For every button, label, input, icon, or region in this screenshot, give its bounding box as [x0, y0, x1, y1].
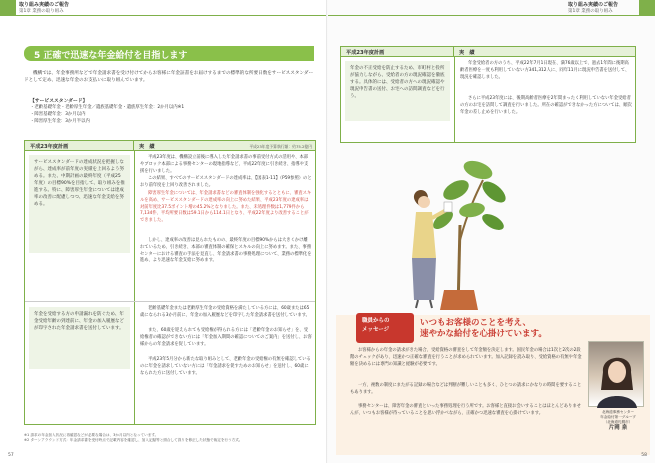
list-item: ・老齢基礎年金・老齢厚生年金／遺族基礎年金・遺族厚生年金：2か月以内※1 — [30, 105, 185, 110]
right-page — [328, 0, 655, 463]
service-standard-heading: 【サービススタンダード】 — [30, 99, 88, 104]
result-paragraph: 年金受給者の方のうち、平成22年7月1日現在、満76歳以上で、過去1年間に後期高齢者医療を一度も利用していない方341,312人に、同年11月に現況申告書を送付して、現況を確認しました。 — [460, 61, 630, 80]
message-tag-line: 職員からの — [362, 318, 390, 324]
budget-note: 平成23年度予算執行額：約75.2億円 — [249, 144, 312, 149]
result-paragraph: しかし、達成率の改善は見られたものの、最終年度の目標90%からは大きくかけ離れているため、引き続き、本部の審査体制の確保とスキルの向上に努めます。また、事務センターにおける審査の手法を見直し、年金請求書の事務処理について、業務の標準化を進め、より迅速な年金支給に努めます。 — [140, 238, 312, 264]
woman-with-plant-illustration — [398, 150, 513, 315]
header-tab — [0, 0, 16, 15]
caption-line: 北海道事務センター — [601, 410, 635, 414]
message-paragraph: 事務センターは、障害年金の審査といった事務処理を行う所です。お客様と直接お会いすることはほとんどありませんが、いつもお客様が待っていることを思い浮かべながら、正確かつ迅速な審査を心掛けています。 — [350, 404, 581, 416]
section-title: 5 正確で迅速な年金給付を目指します — [24, 46, 314, 61]
plan-column-header: 平成23年度計画 — [341, 47, 454, 57]
footnotes — [24, 433, 314, 444]
plan-results-table — [340, 46, 636, 143]
message-tag-line: メッセージ — [362, 327, 390, 333]
message-paragraph: お客様からの年金の請求がきた場合、受給資格の審査をして年金額を決定します。国民年金の場合は1次と2次の2段階のチェックがあり、迅速かつ正確な審査を行うことが求められています。加入記録を読み取り、受給資格の有無や年金額を決めるには専門の知識と経験が必要です。 — [350, 348, 582, 367]
intro-paragraph: 機構では、年金事務所などで年金請求書を受け付けてからお客様に年金証書をお届けするまでの標準的な所要日数をサービススタンダードとして定め、迅速な年金のお支払いに取り組んでいます。 — [24, 71, 314, 84]
service-standard-list — [30, 104, 184, 125]
plan-text: サービススタンダードの達成状況を把握しながら、達成率が前年度の実績を上回るよう努める。また、中期計画の最終年度（平成25年度）の目標90%を目指して、取り組みを推進する。特に、障害厚生年金については達成率の改善に配慮しつつ、迅速な年金支給を努める。 — [29, 155, 130, 253]
header-tab — [639, 0, 655, 15]
plan-text: 年金の不正受給を防止するため、市町村と役所が協力しながら、受給者の方の現況確認を徹底する。具体的には、受給者の方への現況確認や現況申告書の送付、お宅への訪問調査などを行う。 — [345, 61, 450, 121]
header-title: 取り組み実績のご報告 — [19, 2, 70, 8]
message-title-line: いつもお客様のことを考え、 — [420, 318, 532, 328]
list-item: ・障害基礎年金：3か月以内 — [30, 112, 86, 117]
caption-line: 年金給付第一グループ — [600, 415, 636, 420]
message-paragraph: 一方、複数の制度にまたがる記録の場合などは判断が難しいことも多く、ひとつの請求にかなりの時間を要することもあります。 — [350, 383, 582, 395]
footnote: ※2 ターンアラウンド方式：年金請求書を受付時点で記載内容を確認し、加入記録等と照合して誤りを修正した状態で裁定を行う方式。 — [24, 438, 243, 443]
message-title — [420, 318, 547, 340]
result-paragraph: 障害厚生年金については、年金請求書などの審査体制を強化するとともに、審査スキルを高め、サービススタンダードの達成率の向上に努めた結果、平成23年度の達成率は対前年度比37.5ポイント増の45.2%となりました。また、未処理件数は1,779件から7,134件、平均所要日数は59.1日から114.1日となり、平成22年度より改善することができました。 — [140, 191, 312, 224]
results-column-header: 実 績 — [454, 47, 635, 57]
list-item: ・障害厚生年金：3か月半以内 — [30, 119, 90, 124]
staff-portrait — [589, 342, 645, 408]
header-title: 取り組み実績のご報告 — [568, 2, 619, 8]
staff-photo — [588, 341, 644, 407]
result-paragraph: さらに平成23年度には、後期高齢者医療を2年間まったく利用していない年金受給者の方のお宅を訪問して調査を行いました。所在の確認ができなかった方については、順次年金の差し止めを行いました。 — [460, 96, 632, 115]
message-title-line: 速やかな給付を心掛けています。 — [420, 329, 547, 339]
page-number: 58 — [641, 453, 647, 458]
footnote: ※1 請求の年金加入状況に再確認などが必要な場合は、3か月以内となっています。 — [24, 433, 159, 437]
result-paragraph: 平成23年度は、機構設立前後に導入した年金請求書の事前受付方式の活用や、本部やブロック本部による事務センターの現地指導など、平成22年度に引き続き、指導や支援を行いました。 — [140, 155, 309, 174]
column-divider — [134, 151, 135, 425]
plan-results-table — [24, 140, 316, 425]
header-chapter: 第1章 業務の取り組み — [568, 9, 613, 14]
left-page — [0, 0, 327, 463]
table-divider — [25, 301, 315, 302]
column-divider — [454, 57, 455, 143]
caption-line: （北海道札幌市） — [603, 420, 633, 425]
result-paragraph: また、60歳を迎えられても受給権が得られる方には「老齢年金のお知らせ」を、受給権者の確認ができない方には「年金加入期間の確認についてのご案内」を送付し、お客様からの年金請求を促しています。 — [140, 328, 312, 347]
page-header — [328, 0, 655, 16]
plan-column-header: 平成23年度計画 — [25, 141, 134, 151]
staff-caption — [588, 410, 648, 431]
header-chapter: 第1章 業務の取り組み — [19, 9, 64, 14]
staff-message-panel — [336, 315, 650, 455]
highlight-box: 年金を受給する方の申請漏れを防ぐため、年金受給年齢の到達前に、年金の加入履歴などが印字された年金請求書を送付しています。 — [29, 307, 130, 369]
message-tag — [356, 313, 414, 343]
staff-name: 片岡 泉 — [608, 424, 628, 431]
result-paragraph: この結果、すべてのサービススタンダードの達成率は、【図表1-11】（P59参照）のとおり前年度を上回り改善されました。 — [140, 176, 312, 188]
result-paragraph: 平成23年5月分から新たな取り組みとして、老齢年金の受給権の有無を確認しているのに年金を請求していない方には「年金請求を促すためのお知らせ」を送付し、60歳になられた方に送付しています。 — [140, 357, 311, 376]
results-column-header: 実 績 — [134, 141, 315, 151]
result-paragraph: 老齢基礎年金または老齢厚生年金の受給資格を満たしている方には、60歳または65歳になられる3か月前に、年金の加入履歴などを印字した年金請求書を送付しています。 — [140, 306, 310, 318]
page-header — [0, 0, 327, 16]
page-number: 57 — [8, 453, 14, 458]
